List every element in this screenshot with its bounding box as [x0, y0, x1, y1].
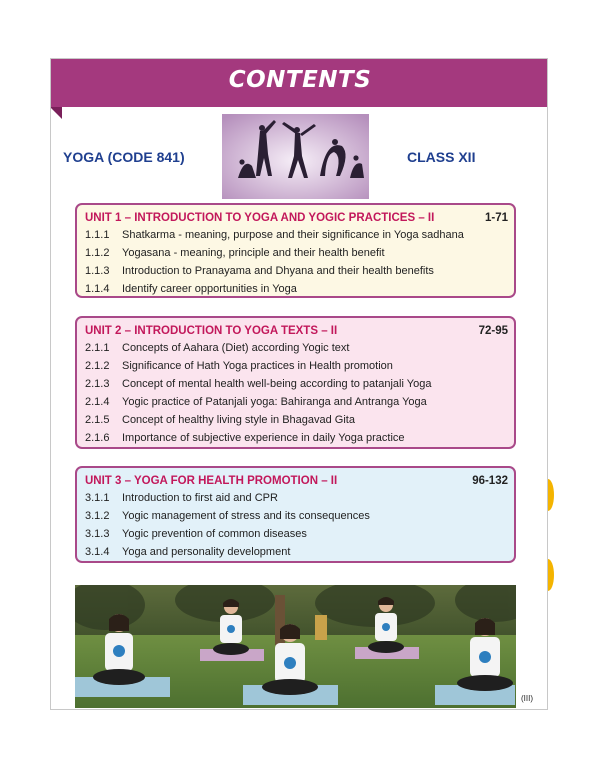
- topic-text: Identify career opportunities in Yoga: [122, 283, 297, 295]
- topic-row: [85, 393, 508, 411]
- subject-title: YOGA (CODE 841): [63, 149, 185, 165]
- unit-2-header: [85, 323, 508, 339]
- topic-row: [85, 489, 508, 507]
- unit-1-header: [85, 210, 508, 226]
- topic-row: [85, 280, 508, 298]
- topic-text: Yogasana - meaning, principle and their health benefit: [122, 247, 385, 259]
- topic-number: 2.1.4: [85, 396, 110, 408]
- page-title: CONTENTS: [228, 67, 372, 93]
- unit-1-pages: 1-71: [484, 212, 508, 224]
- topic-text: Yogic practice of Patanjali yoga: Bahiranga and Antranga Yoga: [122, 396, 427, 408]
- unit-2-title: UNIT 2 – INTRODUCTION TO YOGA TEXTS – II: [85, 325, 338, 337]
- topic-number: 1.1.1: [85, 229, 110, 241]
- topic-text: Yogic prevention of common diseases: [122, 528, 307, 540]
- class-label: CLASS XII: [407, 149, 476, 165]
- topic-text: Significance of Hath Yoga practices in Health promotion: [122, 360, 393, 372]
- topic-number: 1.1.4: [85, 283, 110, 295]
- topic-row: [85, 429, 508, 447]
- topic-row: [85, 244, 508, 262]
- topic-row: [85, 543, 508, 561]
- topic-number: 1.1.2: [85, 247, 110, 259]
- topic-text: Yogic management of stress and its consequences: [122, 510, 370, 522]
- topic-row: [85, 357, 508, 375]
- unit-2-pages: 72-95: [478, 325, 508, 337]
- topic-number: 2.1.6: [85, 432, 110, 444]
- topic-number: 3.1.2: [85, 510, 110, 522]
- contents-banner: [51, 59, 548, 107]
- page-number: (III): [521, 694, 533, 703]
- topic-number: 3.1.3: [85, 528, 110, 540]
- topic-text: Yoga and personality development: [122, 546, 291, 558]
- banner-fold: [50, 107, 62, 119]
- topic-text: Concept of healthy living style in Bhagavad Gita: [122, 414, 355, 426]
- topic-number: 2.1.1: [85, 342, 110, 354]
- topic-text: Concept of mental health well-being according to patanjali Yoga: [122, 378, 432, 390]
- topic-number: 2.1.5: [85, 414, 110, 426]
- unit-3-box: [75, 466, 516, 563]
- unit-1-box: [75, 203, 516, 298]
- topic-text: Importance of subjective experience in daily Yoga practice: [122, 432, 405, 444]
- topic-text: Shatkarma - meaning, purpose and their significance in Yoga sadhana: [122, 229, 464, 241]
- unit-3-header: [85, 473, 508, 489]
- yoga-group-photo: [75, 585, 516, 708]
- topic-number: 2.1.2: [85, 360, 110, 372]
- topic-number: 1.1.3: [85, 265, 110, 277]
- topic-number: 3.1.1: [85, 492, 110, 504]
- topic-row: [85, 262, 508, 280]
- unit-3-title: UNIT 3 – YOGA FOR HEALTH PROMOTION – II: [85, 475, 338, 487]
- topic-text: Introduction to Pranayama and Dhyana and their health benefits: [122, 265, 434, 277]
- topic-row: [85, 525, 508, 543]
- unit-1-title: UNIT 1 – INTRODUCTION TO YOGA AND YOGIC PRACTICES – II: [85, 212, 435, 224]
- topic-row: [85, 507, 508, 525]
- topic-row: [85, 375, 508, 393]
- topic-row: [85, 411, 508, 429]
- unit-2-box: [75, 316, 516, 449]
- topic-number: 3.1.4: [85, 546, 110, 558]
- topic-text: Concepts of Aahara (Diet) according Yogic text: [122, 342, 350, 354]
- topic-text: Introduction to first aid and CPR: [122, 492, 278, 504]
- topic-number: 2.1.3: [85, 378, 110, 390]
- topic-row: [85, 226, 508, 244]
- topic-row: [85, 339, 508, 357]
- yoga-silhouettes-image: [222, 114, 369, 199]
- unit-3-pages: 96-132: [472, 475, 508, 487]
